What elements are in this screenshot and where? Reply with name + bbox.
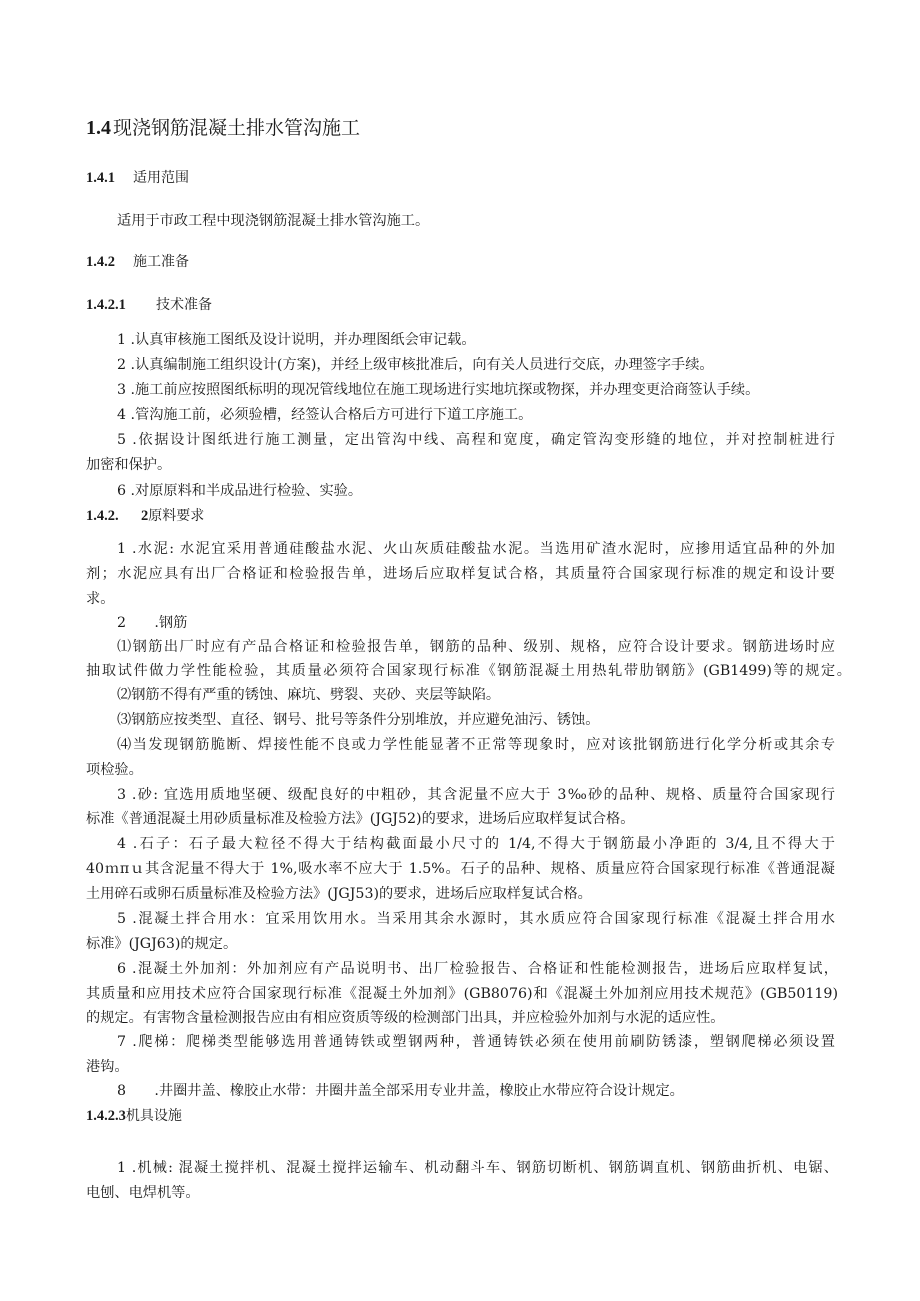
paragraph-line: 标准《普通混凝土用砂质量标准及检验方法》(JGJ52)的要求，进场后应取样复试合格。 [86,811,635,827]
paragraph-line: 的规定。有害物含量检测报告应由有相应资质等级的检测部门出具，并应检验外加剂与水泥的适应性。 [86,1010,725,1026]
paragraph-line: 5 .依据设计图纸进行施工测量，定出管沟中线、高程和宽度，确定管沟变形缝的地位，并对控制桩进行 [117,432,835,448]
heading-text: 原料要求 [148,508,205,524]
paragraph-line: 港钩。 [86,1059,129,1075]
section-number: 1.4 [86,117,111,139]
paragraph-line: 8 .井圈井盖、橡胶止水带：井圈井盖全部采用专业井盖，橡胶止水带应符合设计规定。 [117,1083,684,1099]
paragraph-line: 土用碎石或卵石质量标准及检验方法》(JGJ53)的要求，进场后应取样复试合格。 [86,886,592,902]
paragraph-line: 1 .机械: 混凝土搅拌机、混凝土搅拌运输车、机动翻斗车、钢筋切断机、钢筋调直机、钢筋曲折机、电锯、 [117,1160,838,1176]
paragraph-line: 抽取试件做力学性能检验，其质量必须符合国家现行标准《钢筋混凝土用热轧带肋钢筋》(GB1499)等的规定。 [86,663,851,679]
paragraph-line: 3 .砂: 宜选用质地坚硬、级配良好的中粗砂，其含泥量不应大于 3‰砂的品种、规格、质量符合国家现行 [117,787,835,803]
paragraph-line: 电刨、电焊机等。 [86,1185,200,1201]
paragraph-line: 5 .混凝土拌合用水：宜采用饮用水。当采用其余水源时，其水质应符合国家现行标准《混凝土拌合用水 [117,911,835,927]
paragraph-line: 加密和保护。 [86,457,172,473]
paragraph-line: 求。 [86,591,115,607]
paragraph-line: 40ｍπｕ其含泥量不得大于 1%,吸水率不应大于 1.5%。石子的品种、规格、质量应符合国家现行标准《普通混凝 [86,861,835,877]
heading-number: 1.4.2 [86,254,115,270]
heading-1-4-2-3 [86,1106,182,1126]
heading-1-4-1 [86,168,189,188]
heading-number: 1.4.2. [86,508,119,524]
paragraph-line: 2 .认真编制施工组织设计(方案)，并经上级审核批准后，向有关人员进行交底，办理签字手续。 [117,357,714,373]
paragraph-line: ⑴钢筋出厂时应有产品合格证和检验报告单，钢筋的品种、级别、规格，应符合设计要求。钢筋进场时应 [117,639,835,655]
heading-1-4-2 [86,252,189,272]
heading-number-suffix: 2 [141,508,149,524]
section-title-text: 现浇钢筋混凝土排水管沟施工 [113,117,361,139]
paragraph-line: ⑵钢筋不得有严重的锈蚀、麻坑、劈裂、夹砂、夹层等缺陷。 [117,687,501,703]
heading-number: 1.4.2.1 [86,297,126,313]
heading-text: 技术准备 [156,297,212,313]
paragraph-line: 其质量和应用技术应符合国家现行标准《混凝土外加剂》(GB8076)和《混凝土外加剂应用技术规范》(GB50119) [86,986,838,1002]
paragraph-line: 4 .管沟施工前，必须验槽，经签认合格后方可进行下道工序施工。 [117,407,533,423]
heading-number: 1.4.2.3 [86,1108,126,1124]
paragraph-line: 1 .水泥: 水泥宜采用普通硅酸盐水泥、火山灰质硅酸盐水泥。当选用矿渣水泥时，应掺用适宜品种的外加 [117,541,835,557]
paragraph-line: ⑷当发现钢筋脆断、焊接性能不良或力学性能显著不正常等现象时，应对该批钢筋进行化学分析或其余专 [117,737,835,753]
paragraph-line: 3 .施工前应按照图纸标明的现况管线地位在施工现场进行实地坑探或物探，并办理变更洽商签认手续。 [117,382,760,398]
paragraph-line: ⑶钢筋应按类型、直径、钢号、批号等条件分别堆放，并应避免油污、锈蚀。 [117,712,600,728]
heading-1-4-2-2 [86,506,204,526]
scope-paragraph: 适用于市政工程中现浇钢筋混凝土排水管沟施工。 [117,213,430,229]
paragraph-line: 6 .对原原料和半成品进行检验、实验。 [117,483,363,499]
paragraph-line: 2 .钢筋 [117,615,188,631]
paragraph-line: 1 .认真审核施工图纸及设计说明，并办理图纸会审记载。 [117,332,476,348]
section-title [86,113,360,140]
heading-text: 施工准备 [133,254,189,270]
paragraph-line: 项检验。 [86,762,143,778]
paragraph-line: 剂；水泥应具有出厂合格证和检验报告单，进场后应取样复试合格，其质量符合国家现行标准的规定和设计要 [86,566,835,582]
heading-text: 适用范围 [133,170,189,186]
paragraph-line: 4 .石子：石子最大粒径不得大于结构截面最小尺寸的 1/4,不得大于钢筋最小净距的 3/4,且不得大于 [117,836,835,852]
heading-1-4-2-1 [86,295,212,315]
paragraph-line: 标准》(JGJ63)的规定。 [86,936,238,952]
heading-number: 1.4.1 [86,170,115,186]
paragraph-line: 6 .混凝土外加剂：外加剂应有产品说明书、出厂检验报告、合格证和性能检测报告，进场后应取样复试， [117,961,838,977]
heading-text: 机具设施 [125,1108,182,1124]
paragraph-line: 7 .爬梯：爬梯类型能够选用普通铸铁或塑钢两种，普通铸铁必须在使用前刷防锈漆，塑钢爬梯必须设置 [117,1034,835,1050]
